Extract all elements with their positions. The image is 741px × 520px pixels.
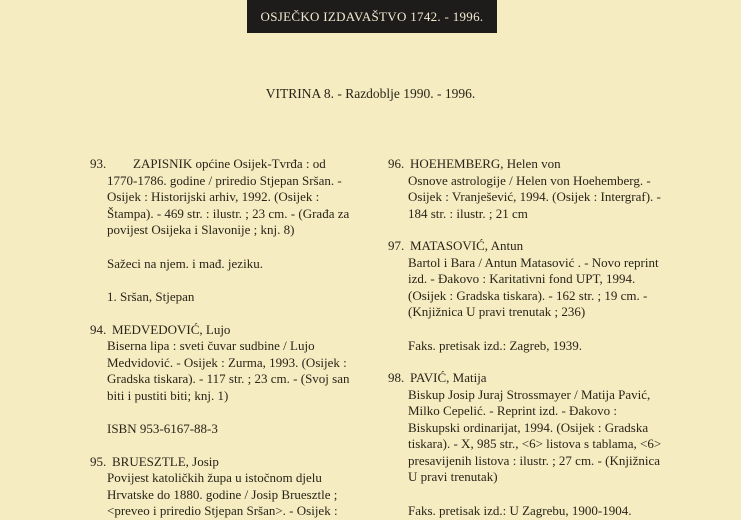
entry-number: 93.	[90, 156, 107, 171]
entry-number: 96.	[388, 156, 405, 171]
catalog-entry-93	[90, 156, 368, 306]
exhibition-banner	[247, 0, 497, 33]
left-column	[90, 156, 368, 520]
entry-heading	[388, 370, 668, 387]
entry-description: Biserna lipa : sveti čuvar sudbine / Lujo Medvidović. - Osijek : Zurma, 1993. (Osijek : Gradska tiskara). - 117 str. ; 23 cm. - (Svoj san biti i pustiti biti; knj. 1)	[107, 338, 350, 403]
entry-description: 1770-1786. godine / priredio Stjepan Sršan. - Osijek : Historijski arhiv, 1992. (Osijek : Štampa). - 469 str. : ilustr. ; 23 cm. - (Građa za povijest Osijeka i Slavonije ; knj. 8)	[107, 172, 350, 237]
entry-title: MATASOVIĆ, Antun	[410, 238, 524, 253]
catalog-entry-96	[388, 156, 668, 222]
entry-title: HOEHEMBERG, Helen von	[410, 156, 561, 171]
catalog-entry-95	[90, 454, 368, 520]
entry-title: ZAPISNIK općine Osijek-Tvrđa : od	[133, 156, 326, 171]
entry-number: 95.	[90, 453, 107, 469]
entry-number: 94.	[90, 321, 107, 337]
entry-title: PAVIĆ, Matija	[410, 370, 487, 385]
entry-heading	[90, 454, 368, 471]
page-subtitle: VITRINA 8. - Razdoblje 1990. - 1996.	[265, 86, 476, 101]
entry-description: Biskup Josip Juraj Strossmayer / Matija Pavić, Milko Cepelić. - Reprint izd. - Đakovo : Biskupski ordinarijat, 1994. (Osijek : Gradska tiskara). - X, 985 str., <6> listova s tablama, <6> presavijenih listova : ilustr. ; 27 cm. - (Knjižnica U pravi trenutak)	[408, 386, 662, 484]
entry-index: 1. Sršan, Stjepan	[107, 289, 195, 304]
entry-heading	[388, 156, 668, 173]
entry-note: Faks. pretisak izd.: Zagreb, 1939.	[408, 337, 583, 353]
right-column	[388, 156, 668, 519]
catalog-entry-97	[388, 238, 668, 354]
entry-description: Bartol i Bara / Antun Matasović . - Novo reprint izd. - Đakovo : Karitativni fond UPT, 1994. (Osijek : Gradska tiskara). - 162 str. ; 19 cm. - (Knjižnica U pravi trenutak ; 236)	[408, 254, 659, 319]
catalog-entry-98	[388, 370, 668, 519]
entry-number: 98.	[388, 370, 405, 385]
entry-title: BRUESZTLE, Josip	[112, 453, 219, 469]
entry-number: 97.	[388, 238, 405, 253]
catalog-entry-94	[90, 322, 368, 438]
entry-heading	[90, 156, 368, 173]
entry-heading	[388, 238, 668, 255]
entry-description: Osnove astrologije / Helen von Hoehemberg. - Osijek : Vranješević, 1994. (Osijek : Intergraf). - 184 str. : ilustr. ; 21 cm	[408, 172, 661, 221]
entry-title: MEDVEDOVIĆ, Lujo	[112, 321, 231, 337]
entry-heading	[90, 322, 368, 339]
banner-title: OSJEČKO IZDAVAŠTVO 1742. - 1996.	[260, 8, 484, 24]
entry-note: Sažeci na njem. i mađ. jeziku.	[107, 255, 263, 271]
entry-isbn: ISBN 953-6167-88-3	[107, 421, 218, 436]
entry-description: Povijest katoličkih župa u istočnom djelu Hrvatske do 1880. godine / Josip Bruesztle ; <preveo i priredio Stjepan Sršan>. - Osijek :	[107, 470, 338, 518]
entry-note: Faks. pretisak izd.: U Zagrebu, 1900-1904.	[408, 502, 632, 518]
